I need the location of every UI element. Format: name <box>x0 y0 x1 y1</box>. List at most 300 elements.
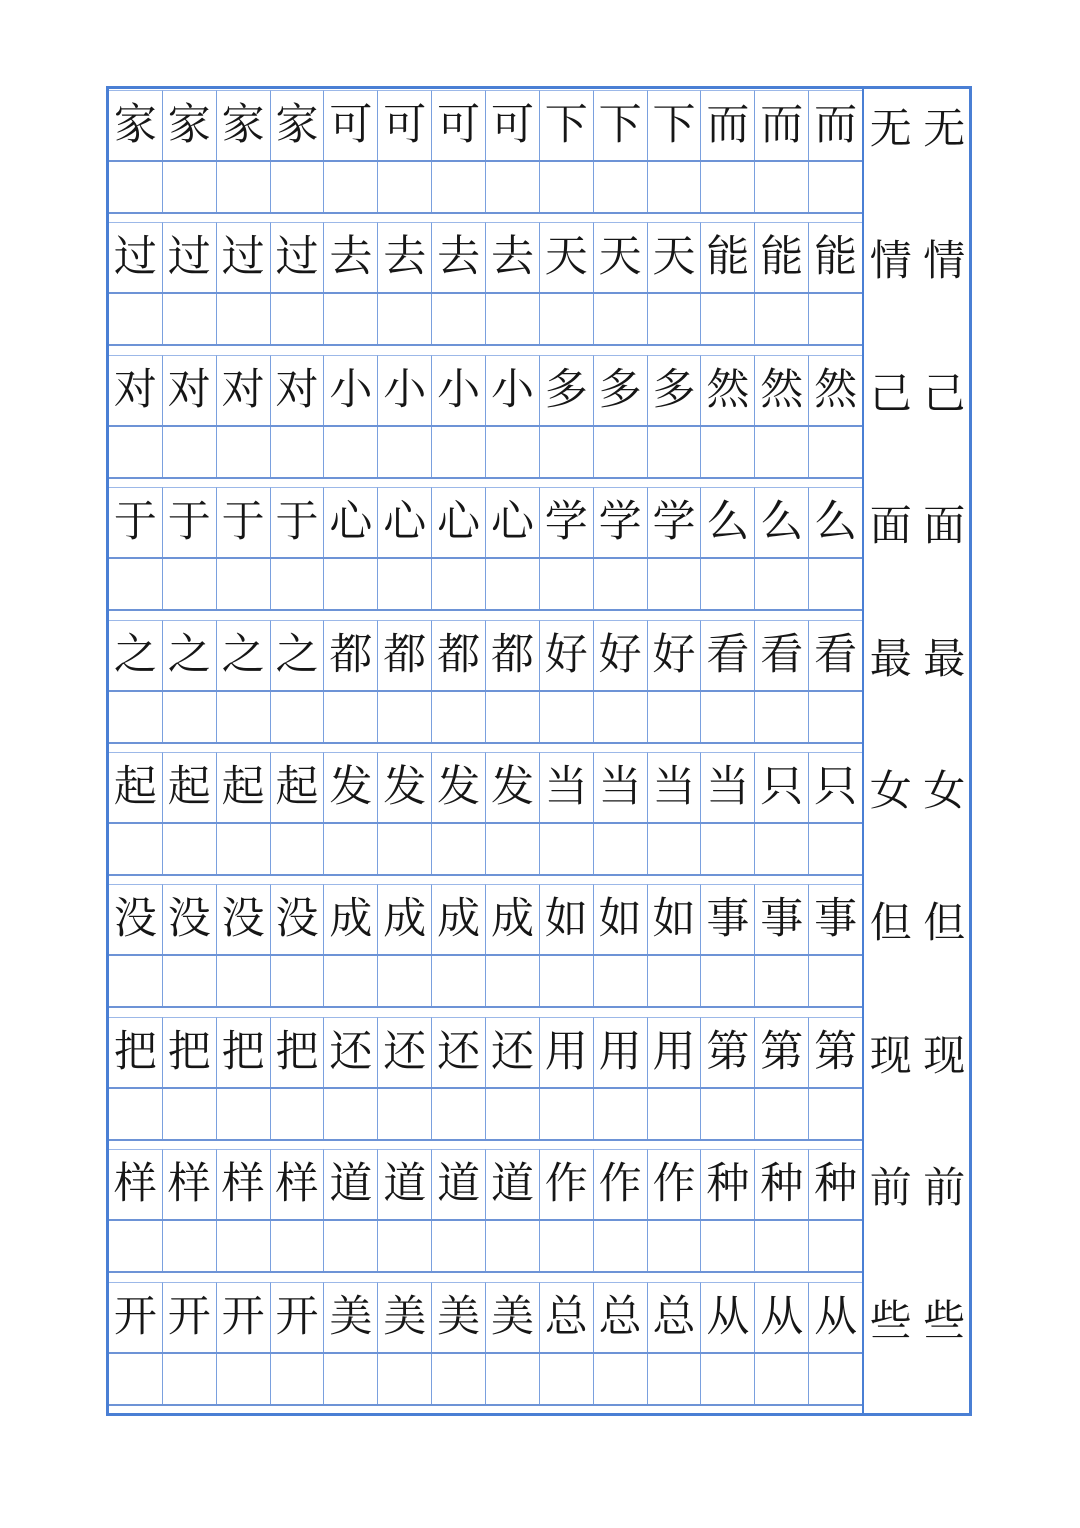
practice-sheet <box>106 86 972 1416</box>
character-cell: 成 <box>324 884 378 954</box>
practice-row-1 <box>109 90 862 214</box>
character-cell: 第 <box>701 1017 755 1087</box>
character-cell: 还 <box>486 1017 540 1087</box>
blank-cell <box>378 162 432 212</box>
blank-cell <box>432 692 486 742</box>
blank-cell <box>109 294 163 344</box>
side-character: 情 <box>923 236 966 286</box>
blank-cell <box>324 427 378 477</box>
character-cell: 当 <box>648 752 702 822</box>
side-characters <box>864 884 971 956</box>
blank-cell <box>594 1089 648 1139</box>
character-cell: 美 <box>324 1282 378 1352</box>
blank-cell <box>701 692 755 742</box>
blank-cell <box>432 956 486 1006</box>
character-cell: 成 <box>378 884 432 954</box>
character-cell: 去 <box>432 222 486 292</box>
blank-cell <box>648 956 702 1006</box>
character-cell: 作 <box>648 1149 702 1219</box>
blank-cell <box>163 956 217 1006</box>
character-cell: 之 <box>163 620 217 690</box>
side-character: 前 <box>923 1163 966 1213</box>
blank-cell <box>486 956 540 1006</box>
character-cell: 下 <box>648 90 702 160</box>
character-cell: 么 <box>809 487 862 557</box>
blank-cell <box>701 1354 755 1404</box>
blank-cell <box>594 956 648 1006</box>
blank-cell <box>594 692 648 742</box>
blank-cell <box>432 1089 486 1139</box>
side-character: 前 <box>869 1163 912 1213</box>
blank-cell <box>486 427 540 477</box>
character-cell: 过 <box>271 222 325 292</box>
blank-cell <box>432 824 486 874</box>
side-characters <box>864 90 971 162</box>
blank-practice-row <box>109 824 862 876</box>
blank-cell <box>163 1221 217 1271</box>
practice-row-9 <box>109 1149 862 1273</box>
character-cell: 美 <box>432 1282 486 1352</box>
blank-practice-row <box>109 1221 862 1273</box>
character-cell: 家 <box>163 90 217 160</box>
blank-cell <box>486 162 540 212</box>
character-cell: 下 <box>594 90 648 160</box>
blank-cell <box>432 162 486 212</box>
side-row-8 <box>864 1017 971 1141</box>
character-cell: 于 <box>271 487 325 557</box>
side-character: 现 <box>869 1030 912 1080</box>
character-cell: 去 <box>378 222 432 292</box>
side-character: 面 <box>869 501 912 551</box>
practice-row-3 <box>109 355 862 479</box>
blank-cell <box>540 1089 594 1139</box>
character-cell: 小 <box>324 355 378 425</box>
character-cell: 成 <box>432 884 486 954</box>
character-cell: 如 <box>648 884 702 954</box>
character-cell: 对 <box>217 355 271 425</box>
character-cell: 发 <box>324 752 378 822</box>
blank-cell <box>540 427 594 477</box>
blank-cell <box>271 1354 325 1404</box>
character-cell: 发 <box>432 752 486 822</box>
character-cell: 能 <box>701 222 755 292</box>
blank-cell <box>540 162 594 212</box>
blank-cell <box>432 1354 486 1404</box>
blank-cell <box>378 956 432 1006</box>
written-row <box>109 1017 862 1089</box>
blank-cell <box>217 1089 271 1139</box>
side-character: 情 <box>869 236 912 286</box>
blank-cell <box>755 162 809 212</box>
blank-cell <box>324 1221 378 1271</box>
character-cell: 从 <box>809 1282 862 1352</box>
blank-cell <box>432 559 486 609</box>
character-cell: 天 <box>648 222 702 292</box>
character-cell: 小 <box>486 355 540 425</box>
character-cell: 多 <box>540 355 594 425</box>
blank-practice-row <box>109 956 862 1008</box>
blank-cell <box>486 1089 540 1139</box>
blank-cell <box>809 824 862 874</box>
blank-cell <box>109 162 163 212</box>
blank-cell <box>163 692 217 742</box>
blank-cell <box>755 1089 809 1139</box>
character-cell: 于 <box>217 487 271 557</box>
character-cell: 当 <box>594 752 648 822</box>
blank-cell <box>378 824 432 874</box>
character-cell: 可 <box>432 90 486 160</box>
written-row <box>109 884 862 956</box>
side-row-10 <box>864 1282 971 1406</box>
blank-cell <box>809 692 862 742</box>
character-cell: 于 <box>109 487 163 557</box>
character-cell: 事 <box>755 884 809 954</box>
character-cell: 家 <box>271 90 325 160</box>
written-row <box>109 487 862 559</box>
character-cell: 小 <box>432 355 486 425</box>
blank-practice-row <box>109 692 862 744</box>
blank-cell <box>163 559 217 609</box>
side-character: 但 <box>923 898 966 948</box>
blank-cell <box>540 956 594 1006</box>
character-cell: 过 <box>217 222 271 292</box>
side-row-5 <box>864 620 971 744</box>
character-cell: 心 <box>324 487 378 557</box>
character-cell: 天 <box>540 222 594 292</box>
blank-cell <box>109 1221 163 1271</box>
character-grid <box>109 89 862 1413</box>
blank-cell <box>809 427 862 477</box>
character-cell: 对 <box>163 355 217 425</box>
blank-cell <box>432 294 486 344</box>
character-cell: 可 <box>324 90 378 160</box>
blank-cell <box>432 427 486 477</box>
blank-cell <box>701 294 755 344</box>
blank-cell <box>271 427 325 477</box>
character-cell: 总 <box>594 1282 648 1352</box>
blank-cell <box>109 1089 163 1139</box>
character-cell: 总 <box>648 1282 702 1352</box>
blank-cell <box>378 559 432 609</box>
character-cell: 没 <box>109 884 163 954</box>
side-character: 些 <box>869 1295 912 1345</box>
blank-cell <box>163 427 217 477</box>
blank-cell <box>378 1354 432 1404</box>
blank-cell <box>324 1354 378 1404</box>
blank-cell <box>109 956 163 1006</box>
blank-practice-row <box>109 294 862 346</box>
blank-cell <box>324 559 378 609</box>
character-cell: 而 <box>755 90 809 160</box>
character-cell: 可 <box>378 90 432 160</box>
side-character: 些 <box>923 1295 966 1345</box>
character-cell: 从 <box>701 1282 755 1352</box>
blank-cell <box>163 162 217 212</box>
character-cell: 之 <box>217 620 271 690</box>
practice-row-2 <box>109 222 862 346</box>
character-cell: 第 <box>809 1017 862 1087</box>
character-cell: 之 <box>109 620 163 690</box>
character-cell: 对 <box>109 355 163 425</box>
blank-practice-row <box>109 427 862 479</box>
blank-cell <box>109 824 163 874</box>
blank-cell <box>486 559 540 609</box>
character-cell: 都 <box>378 620 432 690</box>
practice-row-8 <box>109 1017 862 1141</box>
blank-cell <box>486 824 540 874</box>
character-cell: 当 <box>540 752 594 822</box>
character-cell: 如 <box>540 884 594 954</box>
blank-cell <box>324 1089 378 1139</box>
blank-cell <box>809 1089 862 1139</box>
side-column <box>862 89 971 1413</box>
side-character: 最 <box>869 633 912 683</box>
character-cell: 还 <box>378 1017 432 1087</box>
blank-cell <box>217 1354 271 1404</box>
character-cell: 美 <box>378 1282 432 1352</box>
character-cell: 去 <box>486 222 540 292</box>
side-characters <box>864 1017 971 1089</box>
character-cell: 作 <box>594 1149 648 1219</box>
blank-cell <box>540 1354 594 1404</box>
character-cell: 而 <box>809 90 862 160</box>
blank-cell <box>217 692 271 742</box>
side-characters <box>864 1149 971 1221</box>
character-cell: 把 <box>271 1017 325 1087</box>
character-cell: 而 <box>701 90 755 160</box>
blank-cell <box>755 956 809 1006</box>
side-row-1 <box>864 90 971 214</box>
blank-cell <box>217 956 271 1006</box>
character-cell: 过 <box>109 222 163 292</box>
side-row-4 <box>864 487 971 611</box>
blank-cell <box>594 1354 648 1404</box>
side-character: 无 <box>923 104 966 153</box>
character-cell: 发 <box>486 752 540 822</box>
blank-cell <box>378 427 432 477</box>
practice-row-5 <box>109 620 862 744</box>
character-cell: 用 <box>594 1017 648 1087</box>
blank-cell <box>109 427 163 477</box>
blank-cell <box>809 956 862 1006</box>
character-cell: 把 <box>163 1017 217 1087</box>
blank-cell <box>755 294 809 344</box>
blank-cell <box>486 692 540 742</box>
blank-cell <box>755 824 809 874</box>
blank-cell <box>378 1089 432 1139</box>
character-cell: 都 <box>486 620 540 690</box>
blank-cell <box>701 427 755 477</box>
blank-cell <box>217 162 271 212</box>
blank-cell <box>648 824 702 874</box>
character-cell: 当 <box>701 752 755 822</box>
blank-cell <box>271 559 325 609</box>
blank-cell <box>648 294 702 344</box>
side-row-3 <box>864 355 971 479</box>
blank-cell <box>648 162 702 212</box>
blank-cell <box>324 692 378 742</box>
side-characters <box>864 355 971 427</box>
character-cell: 美 <box>486 1282 540 1352</box>
written-row <box>109 1149 862 1221</box>
character-cell: 道 <box>486 1149 540 1219</box>
side-characters <box>864 620 971 692</box>
character-cell: 事 <box>809 884 862 954</box>
character-cell: 发 <box>378 752 432 822</box>
character-cell: 学 <box>594 487 648 557</box>
practice-row-7 <box>109 884 862 1008</box>
side-characters <box>864 487 971 559</box>
blank-cell <box>486 294 540 344</box>
blank-cell <box>109 1354 163 1404</box>
character-cell: 去 <box>324 222 378 292</box>
blank-cell <box>755 692 809 742</box>
character-cell: 成 <box>486 884 540 954</box>
side-character: 面 <box>923 501 966 551</box>
blank-cell <box>271 1089 325 1139</box>
blank-cell <box>271 956 325 1006</box>
blank-cell <box>594 1221 648 1271</box>
blank-cell <box>163 294 217 344</box>
character-cell: 第 <box>755 1017 809 1087</box>
blank-cell <box>540 824 594 874</box>
blank-cell <box>594 824 648 874</box>
blank-cell <box>594 162 648 212</box>
blank-cell <box>755 559 809 609</box>
blank-cell <box>217 1221 271 1271</box>
blank-cell <box>701 824 755 874</box>
side-characters <box>864 1282 971 1354</box>
character-cell: 看 <box>701 620 755 690</box>
character-cell: 家 <box>217 90 271 160</box>
blank-practice-row <box>109 1089 862 1141</box>
blank-cell <box>109 692 163 742</box>
character-cell: 种 <box>809 1149 862 1219</box>
practice-row-6 <box>109 752 862 876</box>
character-cell: 道 <box>324 1149 378 1219</box>
character-cell: 还 <box>324 1017 378 1087</box>
blank-cell <box>809 559 862 609</box>
blank-cell <box>486 1221 540 1271</box>
side-character: 己 <box>869 368 912 418</box>
blank-practice-row <box>109 1354 862 1406</box>
written-row <box>109 355 862 427</box>
character-cell: 样 <box>163 1149 217 1219</box>
blank-cell <box>701 162 755 212</box>
character-cell: 么 <box>755 487 809 557</box>
character-cell: 么 <box>701 487 755 557</box>
character-cell: 没 <box>271 884 325 954</box>
character-cell: 把 <box>217 1017 271 1087</box>
side-character: 最 <box>923 633 966 683</box>
character-cell: 之 <box>271 620 325 690</box>
side-character: 无 <box>869 104 912 153</box>
character-cell: 作 <box>540 1149 594 1219</box>
blank-cell <box>648 1354 702 1404</box>
blank-cell <box>378 1221 432 1271</box>
character-cell: 心 <box>432 487 486 557</box>
blank-cell <box>163 1089 217 1139</box>
blank-cell <box>648 1221 702 1271</box>
practice-row-10 <box>109 1282 862 1406</box>
side-character: 现 <box>923 1030 966 1080</box>
character-cell: 种 <box>755 1149 809 1219</box>
written-row <box>109 1282 862 1354</box>
blank-cell <box>217 294 271 344</box>
character-cell: 对 <box>271 355 325 425</box>
blank-cell <box>271 294 325 344</box>
side-character: 女 <box>869 766 912 815</box>
character-cell: 然 <box>701 355 755 425</box>
character-cell: 学 <box>540 487 594 557</box>
character-cell: 只 <box>809 752 862 822</box>
blank-cell <box>486 1354 540 1404</box>
blank-cell <box>324 162 378 212</box>
character-cell: 开 <box>217 1282 271 1352</box>
character-cell: 于 <box>163 487 217 557</box>
character-cell: 家 <box>109 90 163 160</box>
blank-cell <box>163 824 217 874</box>
side-character: 女 <box>923 766 966 815</box>
character-cell: 学 <box>648 487 702 557</box>
written-row <box>109 752 862 824</box>
character-cell: 事 <box>701 884 755 954</box>
blank-cell <box>594 294 648 344</box>
blank-cell <box>648 1089 702 1139</box>
character-cell: 道 <box>378 1149 432 1219</box>
character-cell: 总 <box>540 1282 594 1352</box>
blank-cell <box>378 294 432 344</box>
character-cell: 如 <box>594 884 648 954</box>
side-row-7 <box>864 884 971 1008</box>
side-characters <box>864 752 971 824</box>
character-cell: 还 <box>432 1017 486 1087</box>
blank-cell <box>540 692 594 742</box>
blank-cell <box>755 1354 809 1404</box>
character-cell: 都 <box>432 620 486 690</box>
practice-row-4 <box>109 487 862 611</box>
character-cell: 看 <box>755 620 809 690</box>
blank-cell <box>755 1221 809 1271</box>
character-cell: 能 <box>809 222 862 292</box>
character-cell: 好 <box>540 620 594 690</box>
blank-cell <box>594 427 648 477</box>
character-cell: 然 <box>755 355 809 425</box>
written-row <box>109 620 862 692</box>
character-cell: 好 <box>648 620 702 690</box>
blank-cell <box>217 427 271 477</box>
blank-cell <box>324 294 378 344</box>
blank-cell <box>701 1089 755 1139</box>
blank-cell <box>271 692 325 742</box>
blank-practice-row <box>109 162 862 214</box>
blank-cell <box>540 559 594 609</box>
blank-cell <box>271 1221 325 1271</box>
blank-cell <box>701 1221 755 1271</box>
blank-cell <box>701 559 755 609</box>
side-row-2 <box>864 222 971 346</box>
character-cell: 心 <box>378 487 432 557</box>
blank-cell <box>540 294 594 344</box>
character-cell: 下 <box>540 90 594 160</box>
blank-cell <box>217 824 271 874</box>
side-row-6 <box>864 752 971 876</box>
side-character: 己 <box>923 368 966 418</box>
blank-cell <box>271 162 325 212</box>
blank-cell <box>540 1221 594 1271</box>
character-cell: 起 <box>109 752 163 822</box>
character-cell: 开 <box>109 1282 163 1352</box>
